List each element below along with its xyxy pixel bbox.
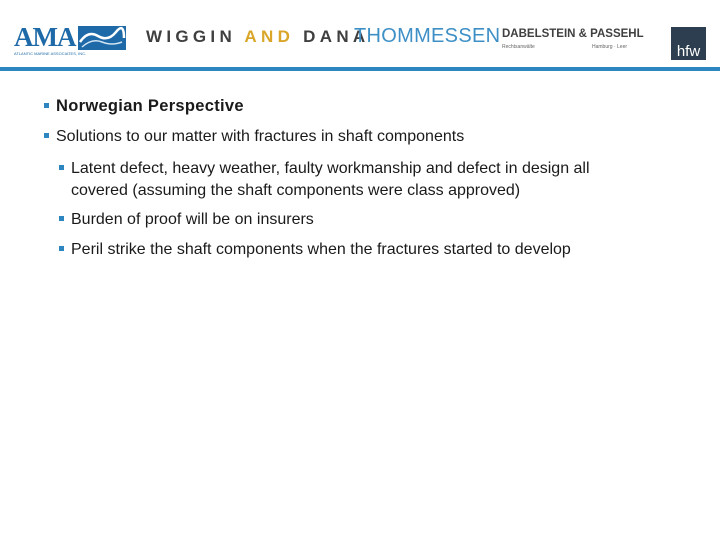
sub-bullet-latent-defect bbox=[59, 158, 679, 202]
sub-bullet-burden-of-proof bbox=[59, 209, 314, 231]
ama-logo-subtext: ATLANTIC MARINE ASSOCIATES, INC. bbox=[14, 51, 87, 56]
bullet-text: Norwegian Perspective bbox=[56, 97, 244, 115]
wiggin-text: WIGGIN bbox=[146, 27, 245, 46]
ama-logo-text: AMA bbox=[14, 22, 76, 52]
dana-text: DANA bbox=[294, 27, 370, 46]
bullet-marker bbox=[44, 133, 49, 138]
thommessen-logo: THOMMESSEN bbox=[354, 25, 501, 47]
bullet-text: Solutions to our matter with fractures in shaft components bbox=[56, 128, 465, 145]
and-text: AND bbox=[244, 27, 295, 46]
bullet-text-line1: Latent defect, heavy weather, faulty workmanship and defect in design all bbox=[71, 160, 590, 177]
bullet-marker bbox=[59, 216, 64, 221]
bullet-marker bbox=[59, 165, 64, 170]
hfw-logo: hfw bbox=[671, 27, 706, 60]
bullet-text: Burden of proof will be on insurers bbox=[71, 211, 314, 228]
sub-bullet-peril-strike bbox=[59, 239, 571, 261]
bullet-text: Peril strike the shaft components when the fractures started to develop bbox=[71, 241, 571, 258]
bullet-marker bbox=[44, 103, 49, 108]
dabelstein-subtext-left: Rechtsanwälte bbox=[502, 44, 535, 50]
bullet-marker bbox=[59, 246, 64, 251]
bullet-text-line2: covered (assuming the shaft components were class approved) bbox=[71, 182, 521, 199]
bullet-solutions bbox=[44, 126, 464, 148]
dabelstein-subtext-right: Hamburg · Leer bbox=[592, 44, 628, 50]
dabelstein-passehl-logo: DABELSTEIN & PASSEHL bbox=[502, 28, 644, 40]
bullet-norwegian-perspective bbox=[44, 95, 244, 117]
